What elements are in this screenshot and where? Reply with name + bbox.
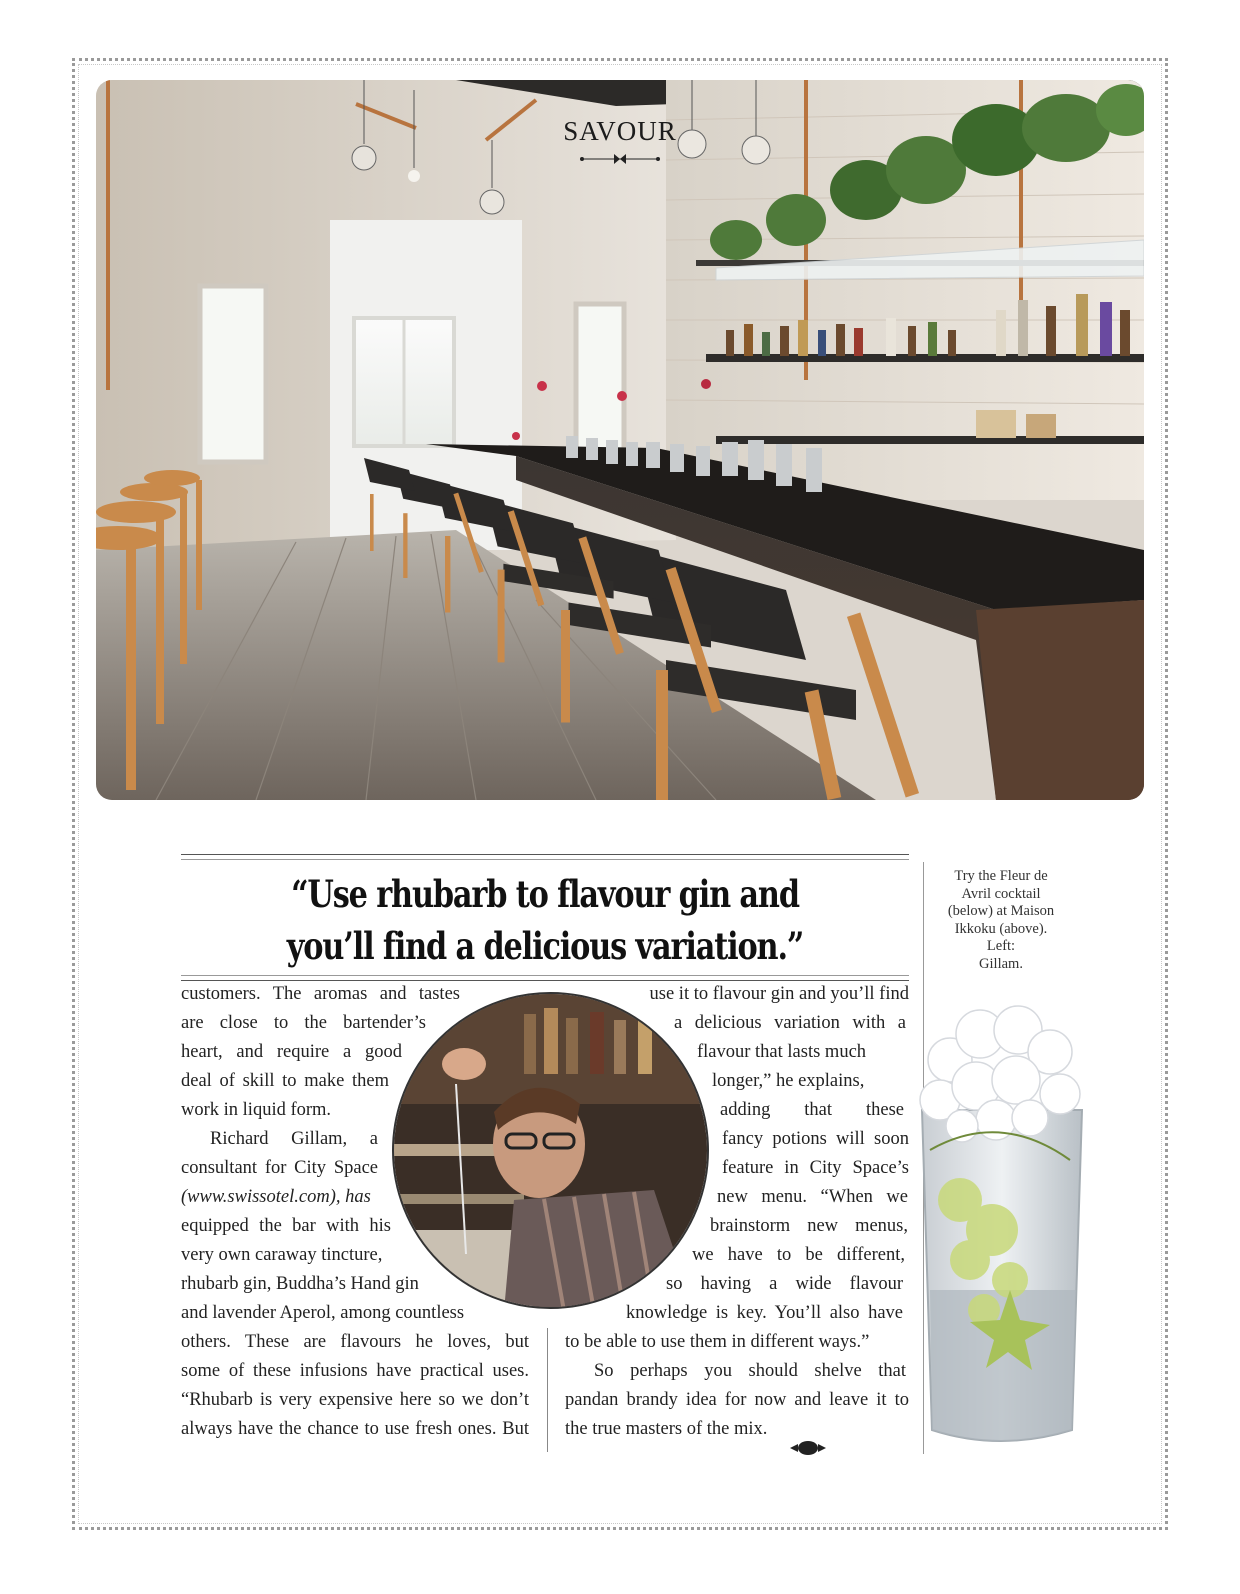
caption-line: Left: — [986, 938, 1016, 954]
body-text-line: a delicious variation with a — [674, 1013, 906, 1033]
body-text-line: use it to flavour gin and you’ll find — [649, 984, 909, 1004]
pull-quote — [247, 868, 844, 972]
bartender-portrait-photo — [392, 992, 709, 1309]
body-text-line: So perhaps you should shelve that — [594, 1361, 906, 1381]
body-text-line: and lavender Aperol, among countless — [181, 1303, 465, 1323]
body-text-line: heart, and require a good — [181, 1042, 402, 1062]
body-text-line: brainstorm new menus, — [710, 1216, 908, 1236]
pull-quote-top-rule-2 — [181, 859, 909, 860]
body-text-line: longer,” he explains, — [712, 1071, 865, 1091]
pull-quote-top-rule — [181, 854, 909, 855]
body-text-line: equipped the bar with his — [181, 1216, 391, 1236]
body-text-line: we have to be different, — [692, 1245, 905, 1265]
body-text-line: are close to the bartender’s — [181, 1013, 426, 1033]
cocktail-glass-photo — [900, 990, 1100, 1460]
body-text-line: Richard Gillam, a — [210, 1129, 378, 1149]
caption-line: (below) at Maison — [947, 903, 1055, 919]
body-text-line: rhubarb gin, Buddha’s Hand gin — [181, 1274, 419, 1294]
body-text-line: the true masters of the mix. — [565, 1419, 768, 1439]
caption-line: Avril cocktail — [961, 885, 1041, 902]
body-text-line-url: (www.swissotel.com), has — [181, 1187, 371, 1207]
body-text-line: knowledge is key. You’ll also have — [626, 1303, 903, 1323]
body-text-line: others. These are flavours he loves, but — [181, 1332, 529, 1352]
pull-quote-bottom-rule — [181, 975, 909, 976]
body-text-line: customers. The aromas and tastes — [181, 984, 460, 1004]
body-text-line: fancy potions will soon — [722, 1129, 909, 1149]
body-text-line: deal of skill to make them — [181, 1071, 389, 1091]
body-text-line: some of these infusions have practical uses. — [181, 1361, 529, 1381]
body-text-line: so having a wide flavour — [666, 1274, 903, 1294]
caption-line: Ikkoku (above). — [954, 920, 1048, 937]
body-text-line: very own caraway tincture, — [181, 1245, 383, 1265]
section-title: SAVOUR — [563, 116, 677, 146]
body-text-line: always have the chance to use fresh ones. But — [181, 1419, 529, 1439]
end-of-article-icon — [790, 1440, 826, 1456]
body-text-line: consultant for City Space — [181, 1158, 378, 1178]
body-text-line: flavour that lasts much — [697, 1042, 867, 1062]
pull-quote-line-1: “Use rhubarb to flavour gin and — [291, 872, 799, 916]
body-text-line: work in liquid form. — [181, 1100, 332, 1120]
body-text-line: adding that these — [720, 1100, 904, 1120]
caption-line: Gillam. — [979, 955, 1023, 972]
caption-line: Try the Fleur de — [954, 868, 1048, 884]
column-divider — [547, 1328, 548, 1452]
fleuron-divider-icon — [580, 152, 660, 166]
body-text-line: new menu. “When we — [717, 1187, 908, 1207]
body-text-line: to be able to use them in different ways.” — [565, 1332, 870, 1352]
bar-interior-photo — [96, 80, 1144, 800]
photo-caption — [934, 868, 1068, 973]
body-text-line: feature in City Space’s — [722, 1158, 909, 1178]
pull-quote-line-2: you’ll find a delicious variation.” — [286, 924, 804, 968]
body-text-line: “Rhubarb is very expensive here so we don’t — [181, 1390, 529, 1410]
body-text-line: pandan brandy idea for now and leave it to — [565, 1390, 909, 1410]
